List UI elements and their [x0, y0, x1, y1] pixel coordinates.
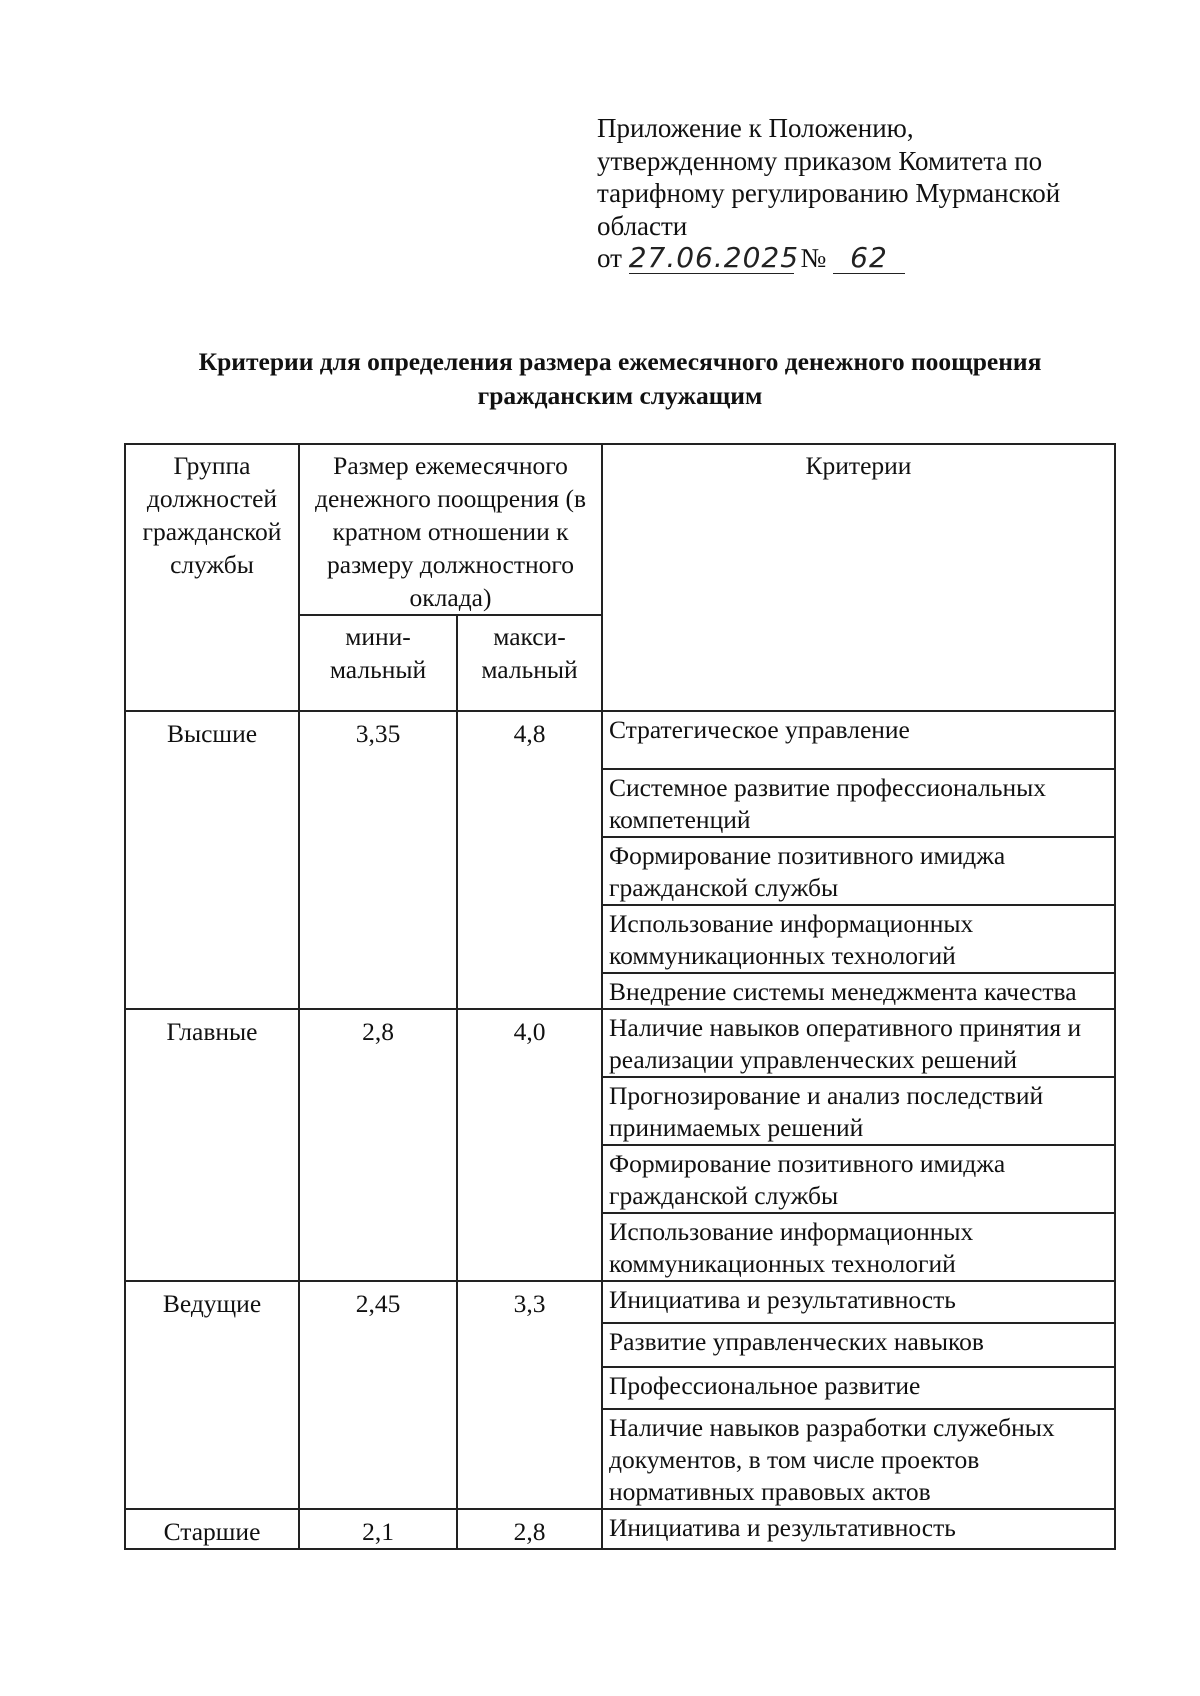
group-cell: Главные — [125, 1009, 299, 1281]
min-value-cell: 3,35 — [299, 711, 457, 1009]
min-value-cell: 2,45 — [299, 1281, 457, 1509]
max-value-cell: 4,0 — [457, 1009, 602, 1281]
max-value-cell: 2,8 — [457, 1509, 602, 1549]
appendix-line-1: Приложение к Положению, — [597, 113, 914, 143]
header-criteria: Критерии — [602, 444, 1115, 711]
group-cell: Старшие — [125, 1509, 299, 1549]
criterion-cell: Инициатива и результативность — [602, 1509, 1115, 1549]
title-line-2: гражданским служащим — [477, 381, 763, 410]
min-value-cell: 2,1 — [299, 1509, 457, 1549]
criterion-cell: Наличие навыков оперативного принятия и реализации управленческих решений — [602, 1009, 1115, 1077]
criterion-cell: Профессиональное развитие — [602, 1367, 1115, 1409]
max-value-cell: 3,3 — [457, 1281, 602, 1509]
group-cell: Высшие — [125, 711, 299, 1009]
criterion-cell: Прогнозирование и анализ последствий принимаемых решений — [602, 1077, 1115, 1145]
criterion-cell: Развитие управленческих навыков — [602, 1323, 1115, 1367]
group-cell: Ведущие — [125, 1281, 299, 1509]
criterion-cell: Наличие навыков разработки служебных документов, в том числе проектов нормативных правовых актов — [602, 1409, 1115, 1509]
header-max: макси-мальный — [457, 615, 602, 711]
criterion-cell: Использование информационных коммуникационных технологий — [602, 905, 1115, 973]
header-min: мини-мальный — [299, 615, 457, 711]
criteria-table — [124, 443, 1116, 1550]
handwritten-date: 27.06.2025 — [628, 241, 800, 274]
ot-label: от — [597, 243, 622, 273]
appendix-note — [597, 112, 1117, 275]
criterion-cell: Использование информационных коммуникационных технологий — [602, 1213, 1115, 1281]
document-title — [0, 345, 1200, 413]
criterion-cell: Формирование позитивного имиджа гражданской службы — [602, 837, 1115, 905]
criterion-cell: Инициатива и результативность — [602, 1281, 1115, 1323]
header-group: Группа должностей гражданской службы — [125, 444, 299, 711]
appendix-line-3: тарифному регулированию Мурманской — [597, 178, 1061, 208]
title-line-1: Критерии для определения размера ежемесячного денежного поощрения — [198, 347, 1042, 376]
criterion-cell: Формирование позитивного имиджа гражданской службы — [602, 1145, 1115, 1213]
number-label: № — [800, 243, 827, 273]
appendix-date-line — [597, 242, 1117, 275]
header-size: Размер ежемесячного денежного поощрения (в кратном отношении к размеру должностного оклада) — [299, 444, 602, 615]
criterion-cell: Системное развитие профессиональных компетенций — [602, 769, 1115, 837]
appendix-line-4: области — [597, 210, 688, 241]
appendix-line-2: утвержденному приказом Комитета по — [597, 145, 1043, 176]
min-value-cell: 2,8 — [299, 1009, 457, 1281]
handwritten-number: 62 — [833, 243, 905, 274]
criterion-cell: Стратегическое управление — [602, 711, 1115, 769]
criterion-cell: Внедрение системы менеджмента качества — [602, 973, 1115, 1009]
max-value-cell: 4,8 — [457, 711, 602, 1009]
